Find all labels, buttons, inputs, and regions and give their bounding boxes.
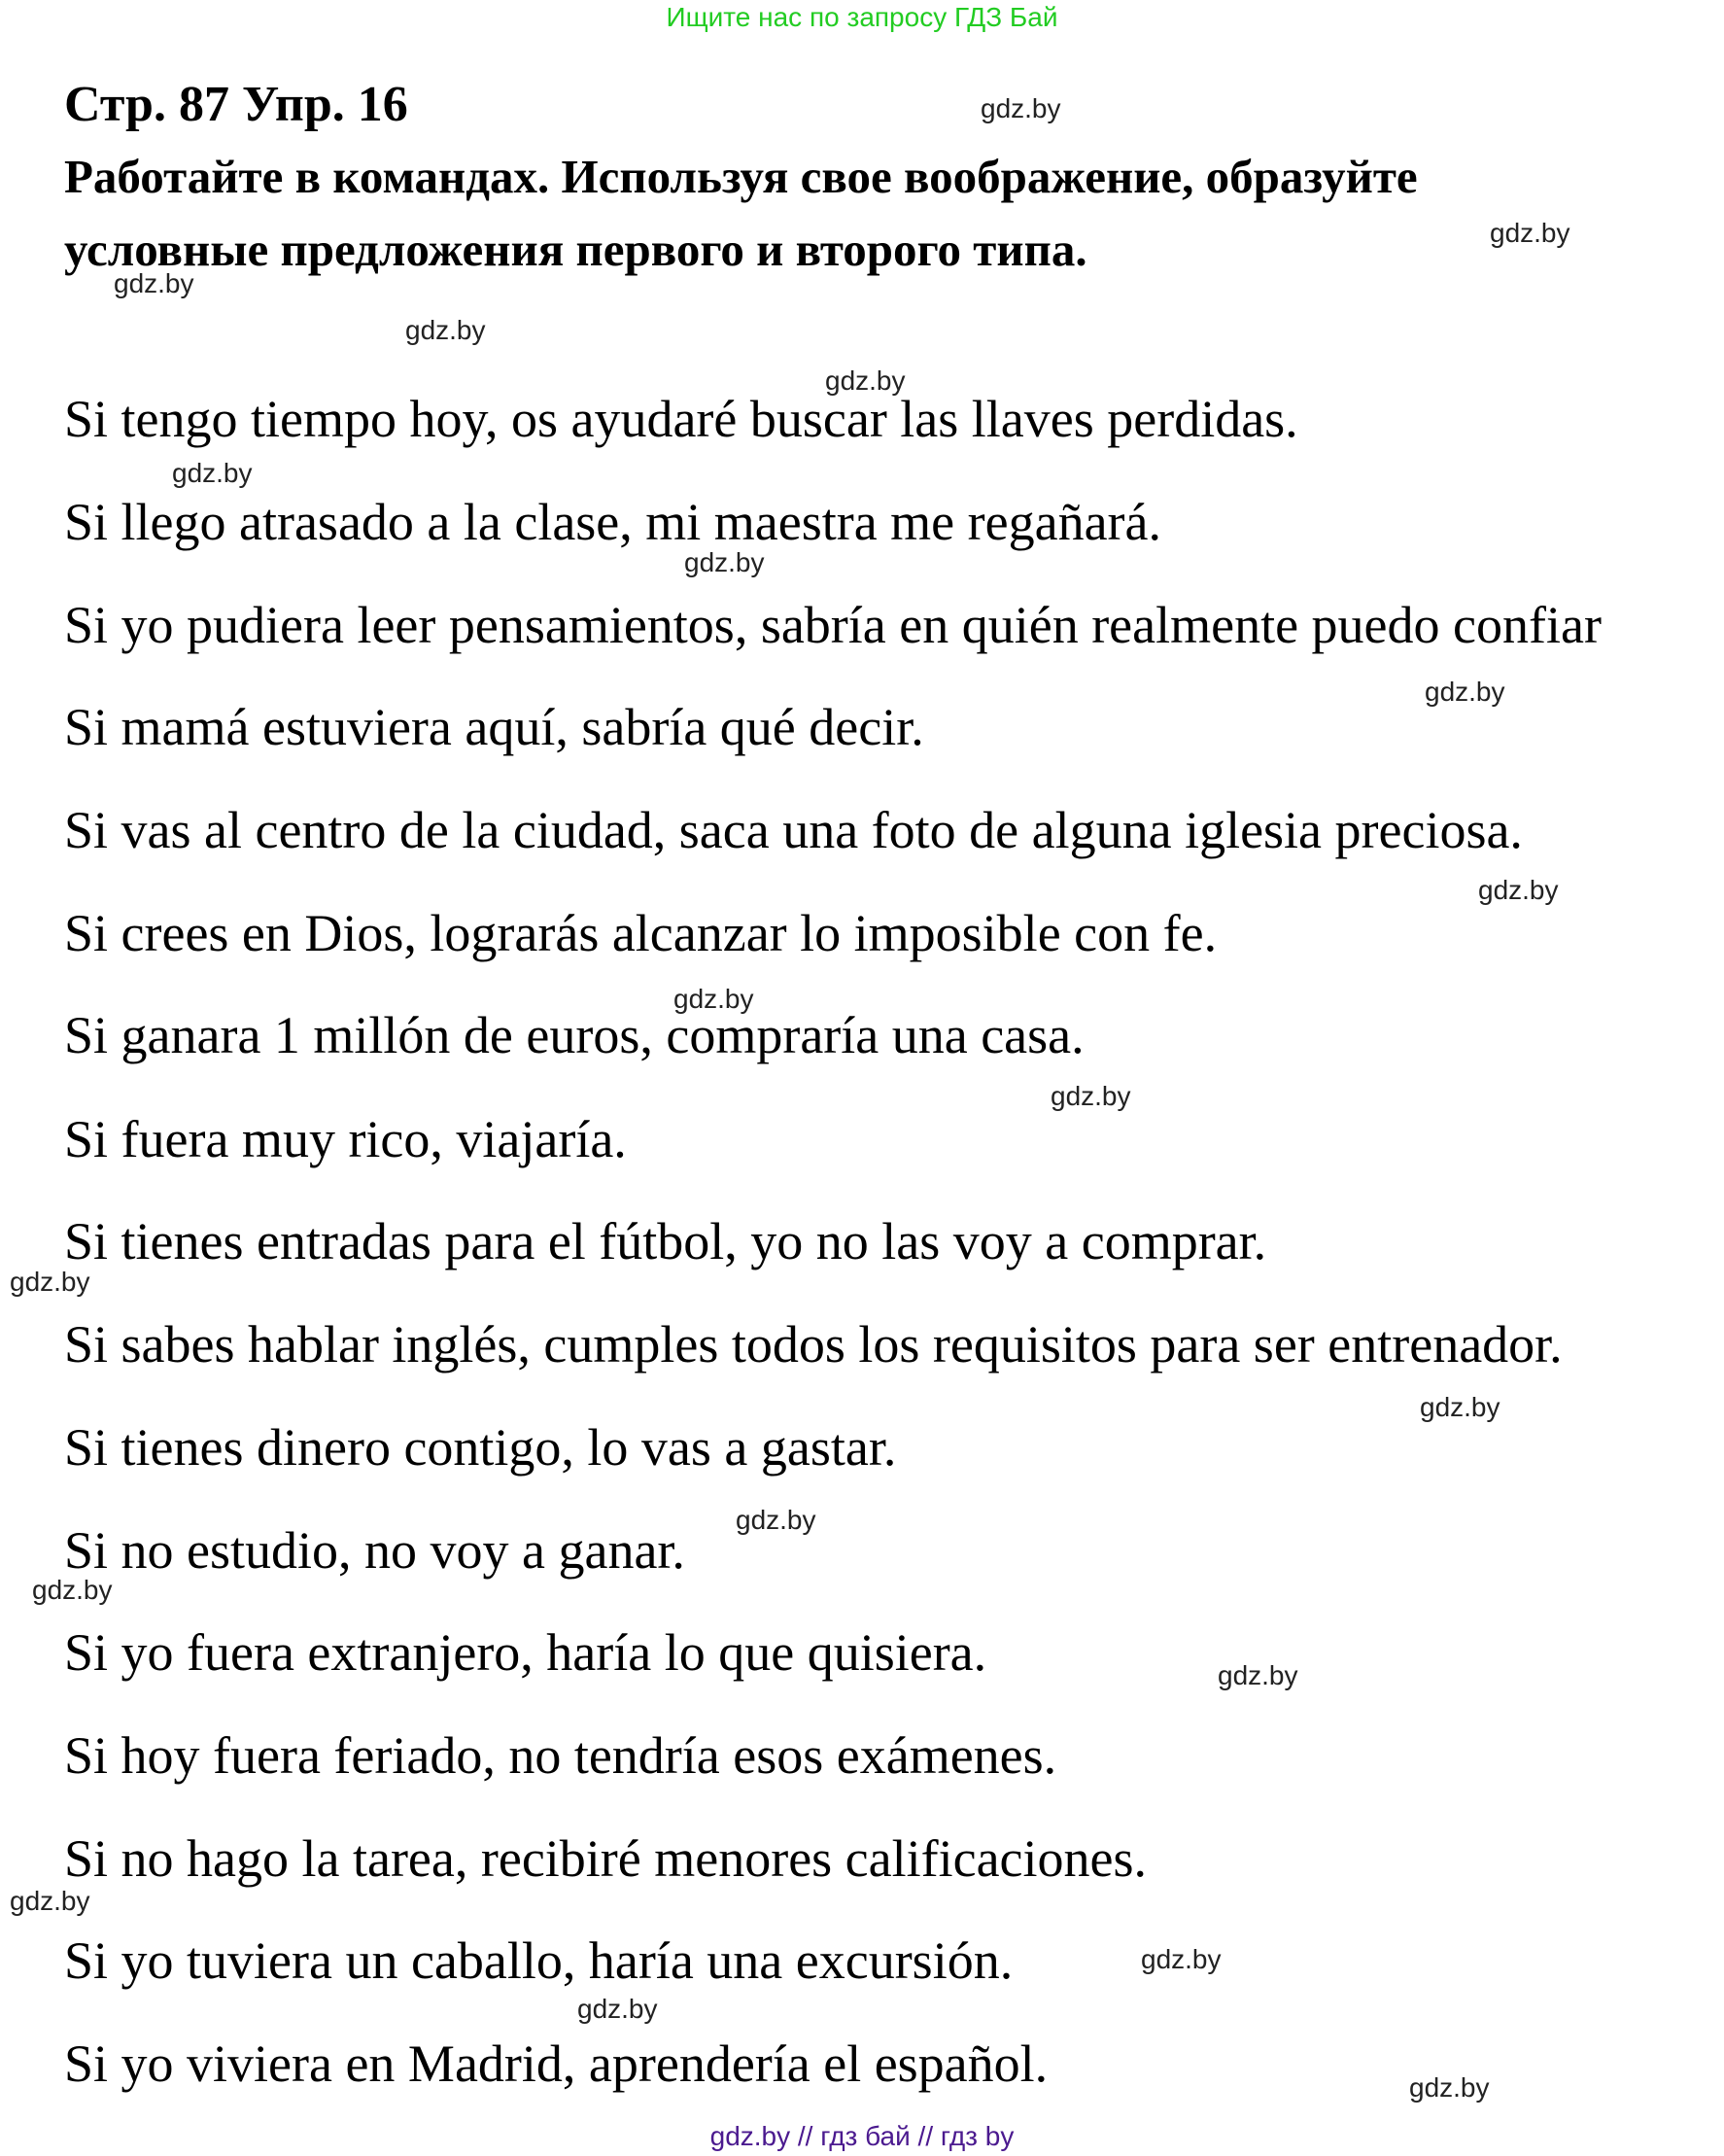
watermark: gdz.by [1409, 2072, 1490, 2103]
footer-links: gdz.by // гдз бай // гдз by [709, 2121, 1015, 2151]
sentence: Si ganara 1 millón de euros, compraría una casa. [64, 1006, 1085, 1064]
watermark: gdz.by [825, 365, 906, 396]
sentence: Si sabes hablar inglés, cumples todos los requisitos para ser entrenador. [64, 1315, 1563, 1374]
watermark: gdz.by [736, 1505, 816, 1535]
watermark: gdz.by [114, 268, 194, 298]
watermark: gdz.by [10, 1886, 90, 1916]
sentence: Si yo fuera extranjero, haría lo que quisiera. [64, 1623, 987, 1682]
watermark: gdz.by [1425, 677, 1505, 707]
sentence: Si mamá estuviera aquí, sabría qué decir. [64, 698, 924, 756]
sentence: Si yo pudiera leer pensamientos, sabría en quién realmente puedo confiar [64, 596, 1602, 654]
watermark: gdz.by [405, 315, 486, 345]
page-title: Стр. 87 Упр. 16 [64, 77, 408, 132]
instruction-line-2: условные предложения первого и второго типа. [64, 223, 1087, 276]
watermark: gdz.by [1420, 1392, 1500, 1422]
sentence: Si crees en Dios, lograrás alcanzar lo imposible con fe. [64, 904, 1218, 962]
sentence: Si fuera muy rico, viajaría. [64, 1110, 627, 1168]
sentence: Si no estudio, no voy a ganar. [64, 1521, 685, 1580]
watermark: gdz.by [684, 547, 765, 577]
sentence: Si vas al centro de la ciudad, saca una foto de alguna iglesia preciosa. [64, 801, 1523, 859]
watermark: gdz.by [673, 984, 754, 1014]
watermark: gdz.by [981, 93, 1061, 123]
watermark: gdz.by [10, 1267, 90, 1297]
watermark: gdz.by [577, 1994, 658, 2024]
sentence: Si tengo tiempo hoy, os ayudaré buscar las llaves perdidas. [64, 390, 1298, 448]
instruction-line-1: Работайте в командах. Используя свое воображение, образуйте [64, 150, 1418, 203]
watermark: gdz.by [172, 458, 253, 488]
watermark: gdz.by [1218, 1660, 1298, 1690]
search-banner: Ищите нас по запросу ГДЗ Бай [666, 2, 1058, 32]
sentence: Si no hago la tarea, recibiré menores calificaciones. [64, 1829, 1147, 1888]
sentence: Si tienes entradas para el fútbol, yo no las voy a comprar. [64, 1212, 1267, 1270]
sentence: Si tienes dinero contigo, lo vas a gastar. [64, 1418, 897, 1477]
sentence: Si yo viviera en Madrid, aprendería el español. [64, 2034, 1049, 2093]
sentence: Si yo tuviera un caballo, haría una excursión. [64, 1931, 1014, 1990]
watermark: gdz.by [1478, 875, 1559, 905]
watermark: gdz.by [1051, 1081, 1131, 1111]
watermark: gdz.by [32, 1575, 113, 1605]
sentence: Si llego atrasado a la clase, mi maestra me regañará. [64, 493, 1161, 551]
watermark: gdz.by [1490, 218, 1570, 248]
sentence: Si hoy fuera feriado, no tendría esos exámenes. [64, 1726, 1057, 1785]
watermark: gdz.by [1141, 1944, 1222, 1974]
